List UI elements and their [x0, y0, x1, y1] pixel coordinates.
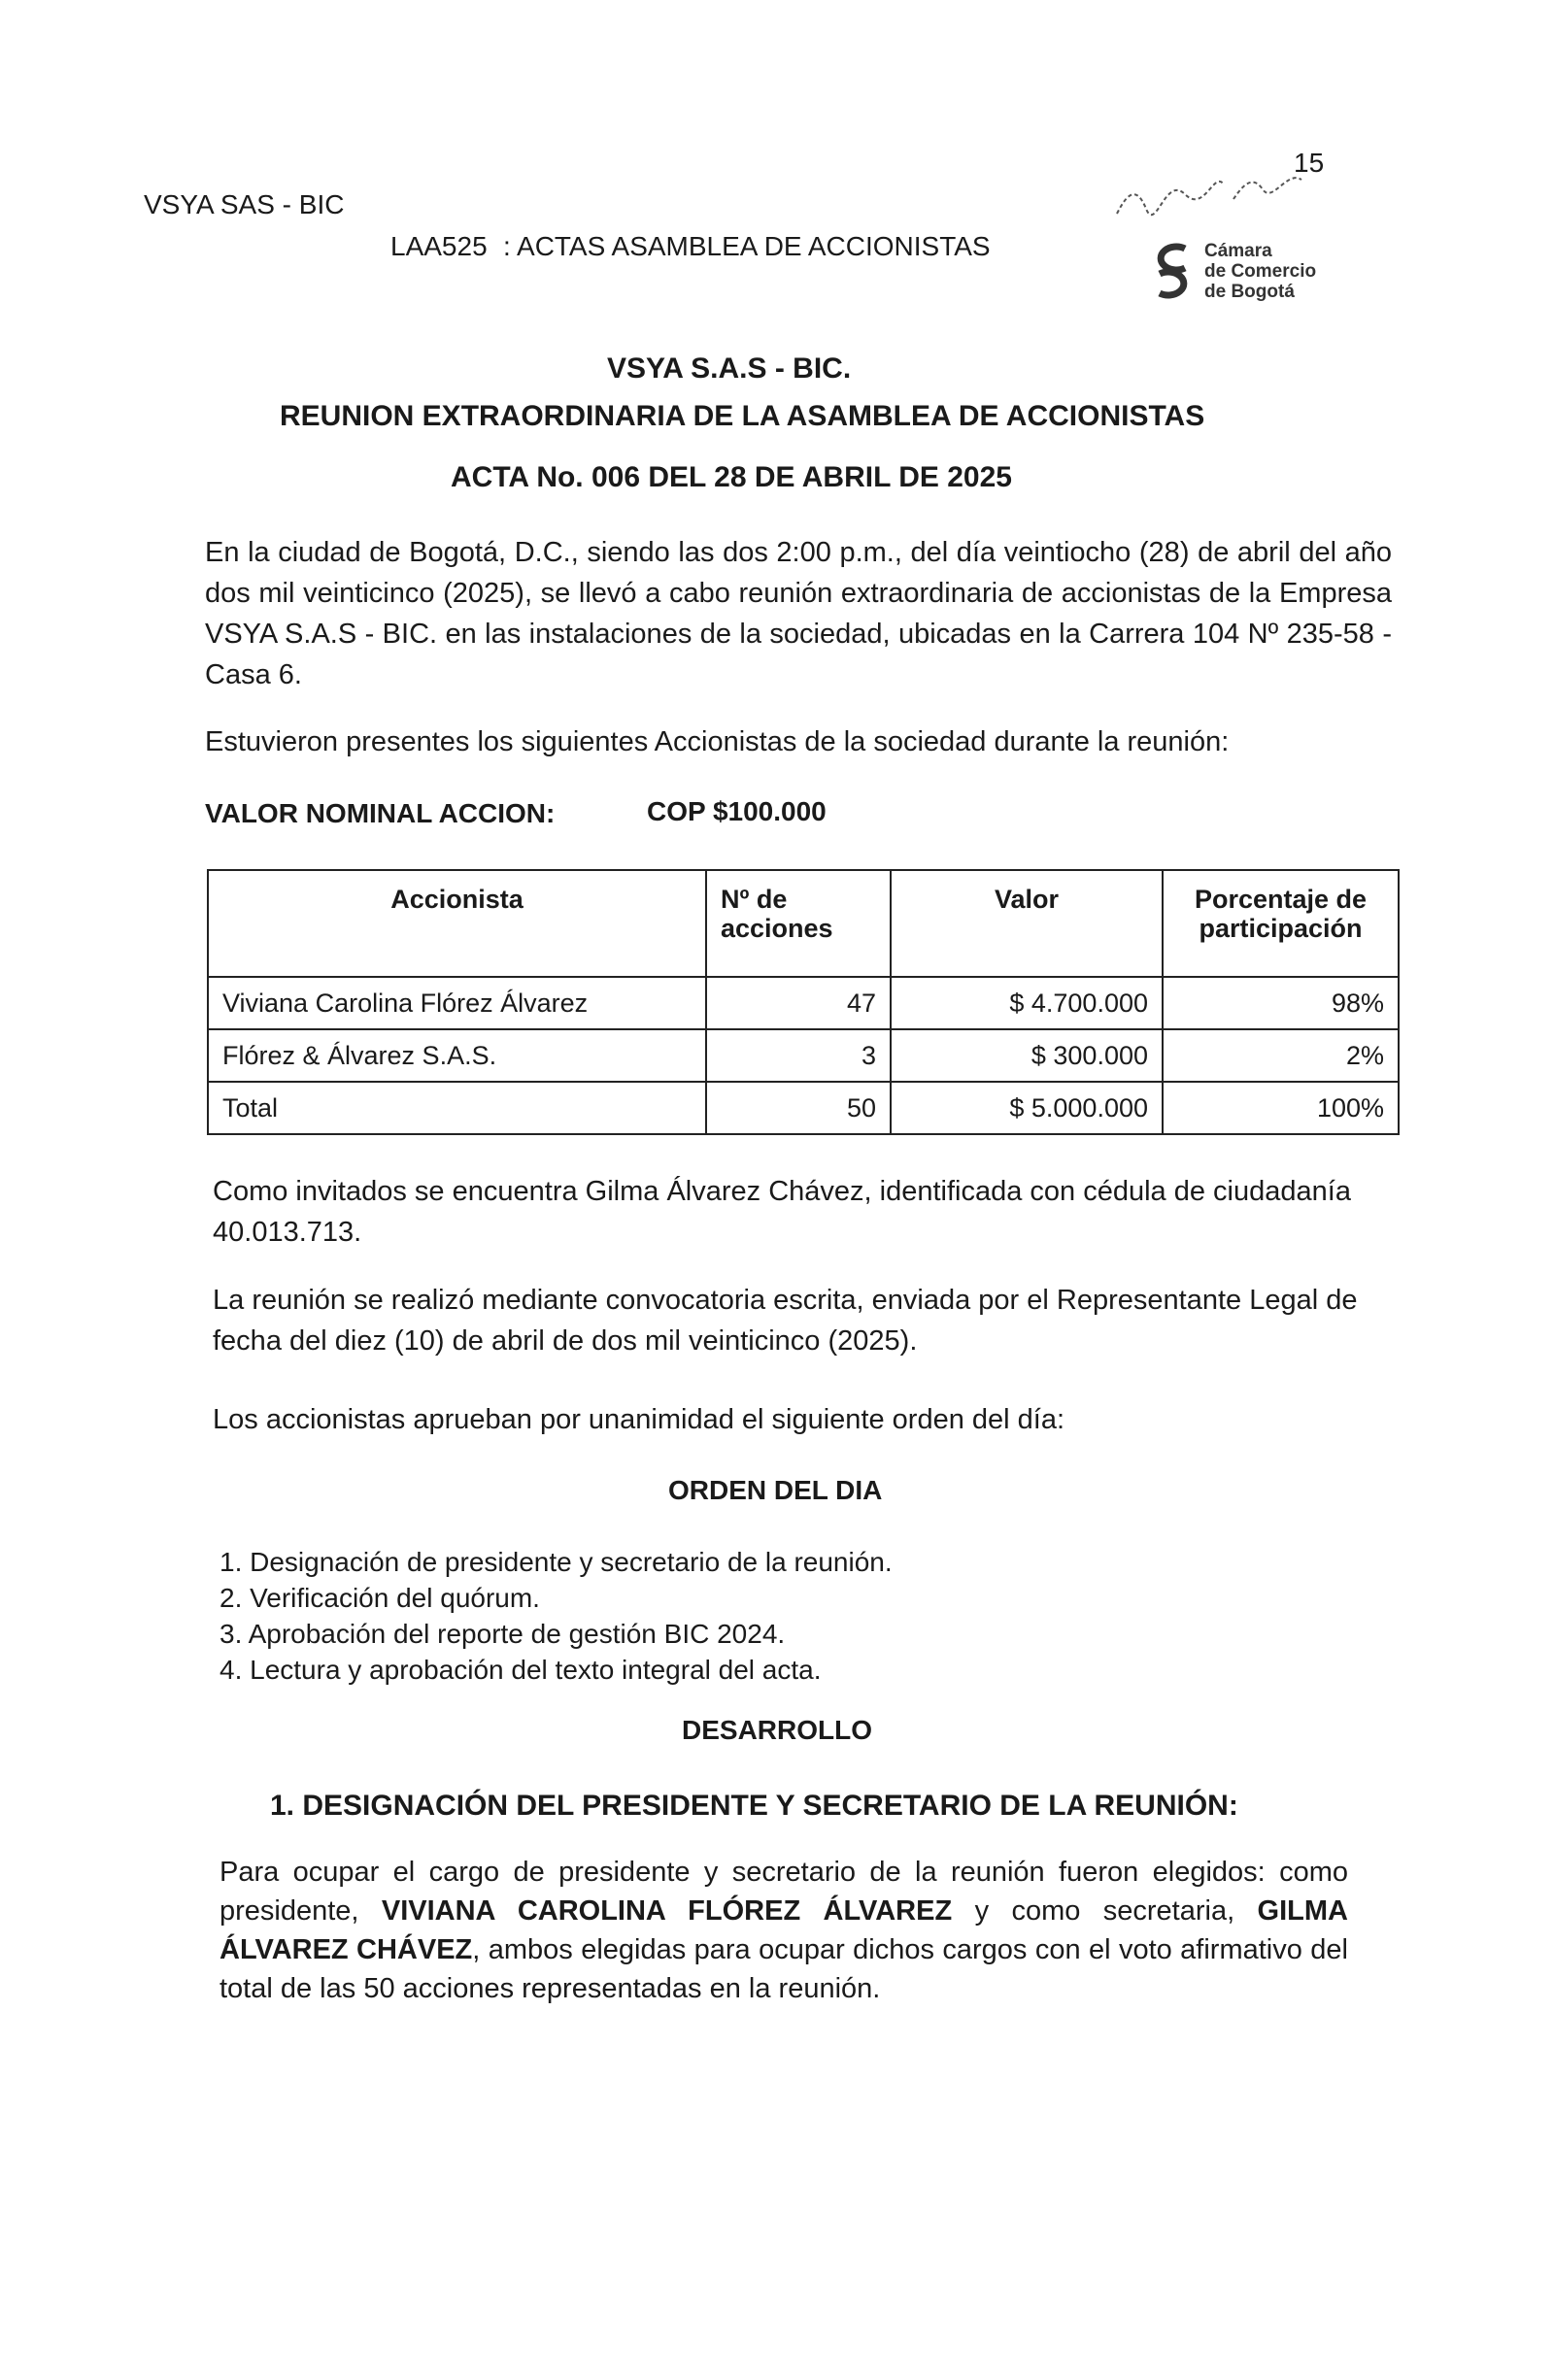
chamber-logo-icon — [1144, 239, 1200, 303]
nominal-value-amount: COP $100.000 — [647, 796, 827, 826]
agenda-title: ORDEN DEL DIA — [668, 1475, 883, 1505]
header-shareholder: Accionista — [208, 870, 706, 977]
book-code: LAA525 — [390, 231, 488, 261]
section1-title: 1. DESIGNACIÓN DEL PRESIDENTE Y SECRETARIO DE LA REUNIÓN: — [270, 1790, 1238, 1822]
cell-percentage: 98% — [1163, 977, 1399, 1029]
chamber-logo-line2: de Comercio — [1204, 261, 1317, 282]
chamber-of-commerce-logo — [1144, 239, 1338, 307]
list-item: 4. Lectura y aprobación del texto integral del acta. — [220, 1655, 822, 1685]
page-number: 15 — [1294, 148, 1325, 178]
section1-text-c: , ambos elegidas para ocupar dichos cargos con el voto afirmativo del total de las 50 acciones representadas en la reunión. — [220, 1934, 1348, 2004]
table-row — [208, 977, 1399, 1029]
guests-paragraph-text: Como invitados se encuentra Gilma Álvarez Chávez, identificada con cédula de ciudadanía 40.013.713. — [213, 1176, 1351, 1248]
cell-shareholder-name: Viviana Carolina Flórez Álvarez — [208, 977, 706, 1029]
list-item: 1. Designación de presidente y secretario de la reunión. — [220, 1547, 893, 1577]
header-value: Valor — [891, 870, 1163, 977]
chamber-logo-line3: de Bogotá — [1204, 282, 1295, 302]
cell-shares: 3 — [706, 1029, 891, 1082]
book-name: : ACTAS ASAMBLEA DE ACCIONISTAS — [503, 231, 991, 261]
title-act-number: ACTA No. 006 DEL 28 DE ABRIL DE 2025 — [451, 461, 1012, 493]
development-title: DESARROLLO — [682, 1715, 872, 1745]
title-company: VSYA S.A.S - BIC. — [607, 352, 852, 385]
cell-total-shares: 50 — [706, 1082, 891, 1134]
header-percentage: Porcentaje de participación — [1163, 870, 1399, 977]
nominal-value-label: VALOR NOMINAL ACCION: — [205, 798, 556, 828]
chamber-logo-line1: Cámara — [1204, 241, 1272, 261]
list-item: 2. Verificación del quórum. — [220, 1583, 540, 1613]
convocation-paragraph — [213, 1280, 1378, 1361]
attendance-line: Estuvieron presentes los siguientes Accionistas de la sociedad durante la reunión: — [205, 726, 1230, 757]
intro-paragraph — [205, 532, 1392, 695]
agenda-list — [220, 1544, 893, 1688]
cell-percentage: 2% — [1163, 1029, 1399, 1082]
convocation-paragraph-text: La reunión se realizó mediante convocatoria escrita, enviada por el Representante Legal de fecha del diez (10) de abril de dos mil veinticinco (2025). — [213, 1285, 1358, 1357]
shareholders-table — [207, 869, 1400, 1135]
intro-paragraph-text: En la ciudad de Bogotá, D.C., siendo las dos 2:00 p.m., del día veintiocho (28) de abril del año dos mil veinticinco (2025), se llevó a cabo reunión extraordinaria de accionistas de la Empresa VSYA S.A.S - BIC. en las instalaciones de la sociedad, ubicadas en la Carrera 104 Nº 235-58 - Casa 6. — [205, 537, 1392, 690]
cell-shares: 47 — [706, 977, 891, 1029]
cell-shareholder-name: Flórez & Álvarez S.A.S. — [208, 1029, 706, 1082]
cell-total-percentage: 100% — [1163, 1082, 1399, 1134]
section1-text-b: y como secretaria, — [952, 1895, 1258, 1927]
guests-paragraph — [213, 1171, 1378, 1253]
president-name: VIVIANA CAROLINA FLÓREZ ÁLVAREZ — [381, 1895, 953, 1927]
cell-total-label: Total — [208, 1082, 706, 1134]
secretary-name: GILMA ÁLVAREZ CHÁVEZ — [220, 1895, 1348, 1965]
signature-scribble — [1107, 155, 1321, 228]
list-item: 3. Aprobación del reporte de gestión BIC 2024. — [220, 1619, 786, 1649]
cell-total-value: $ 5.000.000 — [891, 1082, 1163, 1134]
table-row — [208, 1029, 1399, 1082]
cell-value: $ 4.700.000 — [891, 977, 1163, 1029]
section1-paragraph — [220, 1853, 1348, 2008]
table-row-total — [208, 1082, 1399, 1134]
company-header: VSYA SAS - BIC — [144, 189, 345, 219]
section1-text-a: Para ocupar el cargo de presidente y secretario de la reunión fueron elegidos: como presidente, — [220, 1857, 1348, 1927]
cell-value: $ 300.000 — [891, 1029, 1163, 1082]
title-meeting: REUNION EXTRAORDINARIA DE LA ASAMBLEA DE ACCIONISTAS — [280, 400, 1205, 432]
table-header-row — [208, 870, 1399, 977]
approval-line: Los accionistas aprueban por unanimidad el siguiente orden del día: — [213, 1404, 1065, 1435]
header-shares-count: Nº de acciones — [706, 870, 891, 977]
